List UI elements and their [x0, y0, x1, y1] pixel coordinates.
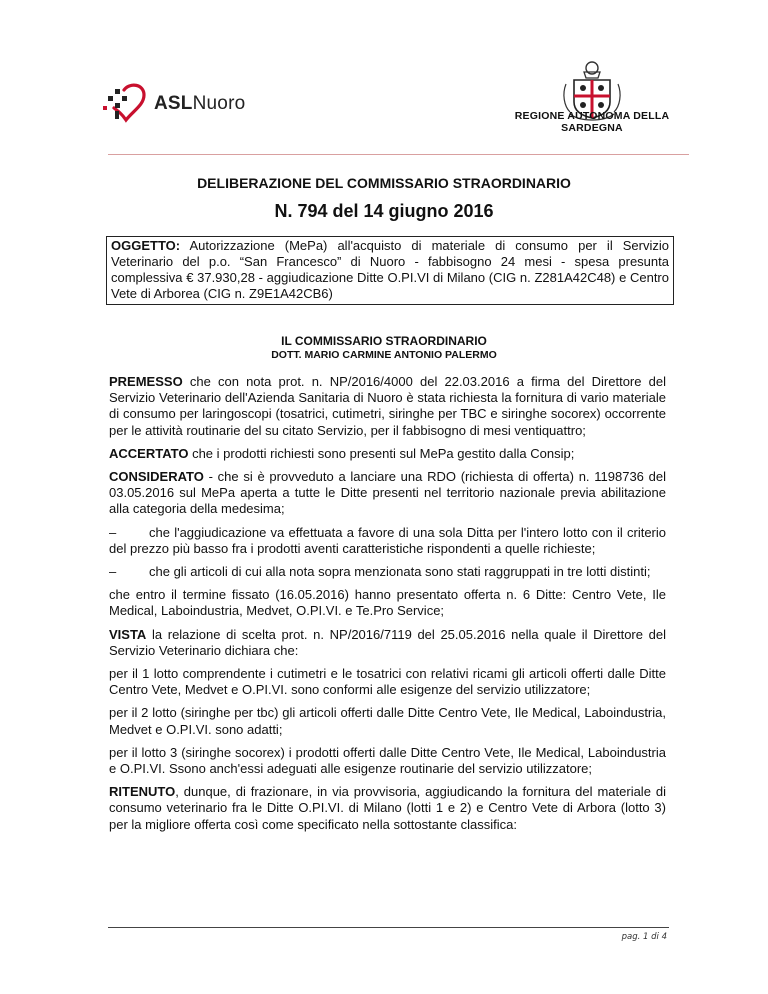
bullet-dash: – — [109, 524, 117, 540]
footer-divider — [108, 927, 669, 928]
bullet-item: – che gli articoli di cui alla nota sopra menzionata sono stati raggruppati in tre lotti distinti; — [109, 564, 651, 580]
paragraph-ritenuto: RITENUTO, dunque, di frazionare, in via provvisoria, aggiudicando la fornitura del materiale di consumo veterinario fra le Ditte O.PI.VI. di Milano (lotti 1 e 2) e Centro Vete di Arbora (lotto 3) per la migliore offerta così come specificato nella sottostante classifica: — [109, 784, 666, 832]
asl-emblem-icon — [100, 78, 152, 130]
document-body — [109, 374, 666, 840]
bullet-dash: – — [109, 564, 117, 580]
region-name: REGIONE AUTONOMA DELLA SARDEGNA — [514, 110, 670, 134]
oggetto-box — [106, 236, 674, 305]
paragraph-premesso: PREMESSO che con nota prot. n. NP/2016/4000 del 22.03.2016 a firma del Direttore del Servizio Veterinario dell'Azienda Sanitaria di Nuoro è stata richiesta la fornitura di vario materiale di consumo per laringoscopi (tosatrici, cutimetri, siringhe per TBC e siringhe socorex) occorrente per le attività routinarie del su citato Servizio, per il fabbisogno di mesi ventiquattro; — [109, 374, 666, 438]
commissario-name: DOTT. MARIO CARMINE ANTONIO PALERMO — [271, 349, 497, 361]
page-number: pag. 1 di 4 — [621, 932, 667, 942]
paragraph-offerte: che entro il termine fissato (16.05.2016) hanno presentato offerta n. 6 Ditte: Centro Vete, Ile Medical, Laboindustria, Medvet, O.PI.VI. e Te.Pro Service; — [109, 587, 666, 619]
paragraph-lotto-3: per il lotto 3 (siringhe socorex) i prodotti offerti dalle Ditte Centro Vete, Ile Medical, Laboindustria e O.PI.VI. Ssono anch'essi adeguati alle esigenze routinarie del servizio utilizzatore; — [109, 744, 666, 777]
asl-nuoro-logo — [100, 78, 260, 130]
bullet-item: – che l'aggiudicazione va effettuata a favore di una sola Ditta per l'intero lotto con il criterio del prezzo più basso fra i prodotti aventi caratteristiche rispondenti a quelle richieste; — [109, 524, 666, 556]
header-divider — [108, 154, 689, 155]
deliberation-number: N. 794 del 14 giugno 2016 — [274, 201, 494, 221]
paragraph-lotto-1: per il 1 lotto comprendente i cutimetri e le tosatrici con relativi ricami gli articoli offerti dalle Ditte Centro Vete, Medvet e O.PI.VI. sono conformi alle esigenze del servizio utilizzatore; — [109, 666, 666, 698]
deliberation-title: DELIBERAZIONE DEL COMMISSARIO STRAORDINARIO — [197, 175, 571, 191]
paragraph-accertato: ACCERTATO che i prodotti richiesti sono presenti sul MePa gestito dalla Consip; — [109, 445, 575, 461]
paragraph-considerato: CONSIDERATO - che si è provveduto a lanciare una RDO (richiesta di offerta) n. 1198736 del 03.05.2016 sul MePa aperta a tutte le Ditte presenti nel territorio nazionale previa abilitazione alla categoria della medesima; — [109, 469, 666, 517]
oggetto-text: Autorizzazione (MePa) all'acquisto di materiale di consumo per il Servizio Veterinario del p.o. “San Francesco” di Nuoro - fabbisogno 24 mesi - spesa presunta complessiva € 37.930,28 - aggiudicazione Ditte O.PI.VI di Milano (CIG n. Z281A42C48) e Centro Vete di Arborea (CIG n. Z9E1A42CB6) — [111, 238, 669, 301]
paragraph-vista: VISTA la relazione di scelta prot. n. NP/2016/7119 del 25.05.2016 nella quale il Direttore del Servizio Veterinario dichiara che: — [109, 626, 666, 658]
oggetto-label: OGGETTO: — [111, 238, 181, 253]
commissario-title: IL COMMISSARIO STRAORDINARIO — [281, 334, 487, 348]
asl-wordmark: ASLNuoro — [154, 93, 246, 114]
paragraph-lotto-2: per il 2 lotto (siringhe per tbc) gli articoli offerti dalle Ditte Centro Vete, Ile Medical, Laboindustria, Medvet e O.PI.VI. sono adatti; — [109, 705, 666, 737]
